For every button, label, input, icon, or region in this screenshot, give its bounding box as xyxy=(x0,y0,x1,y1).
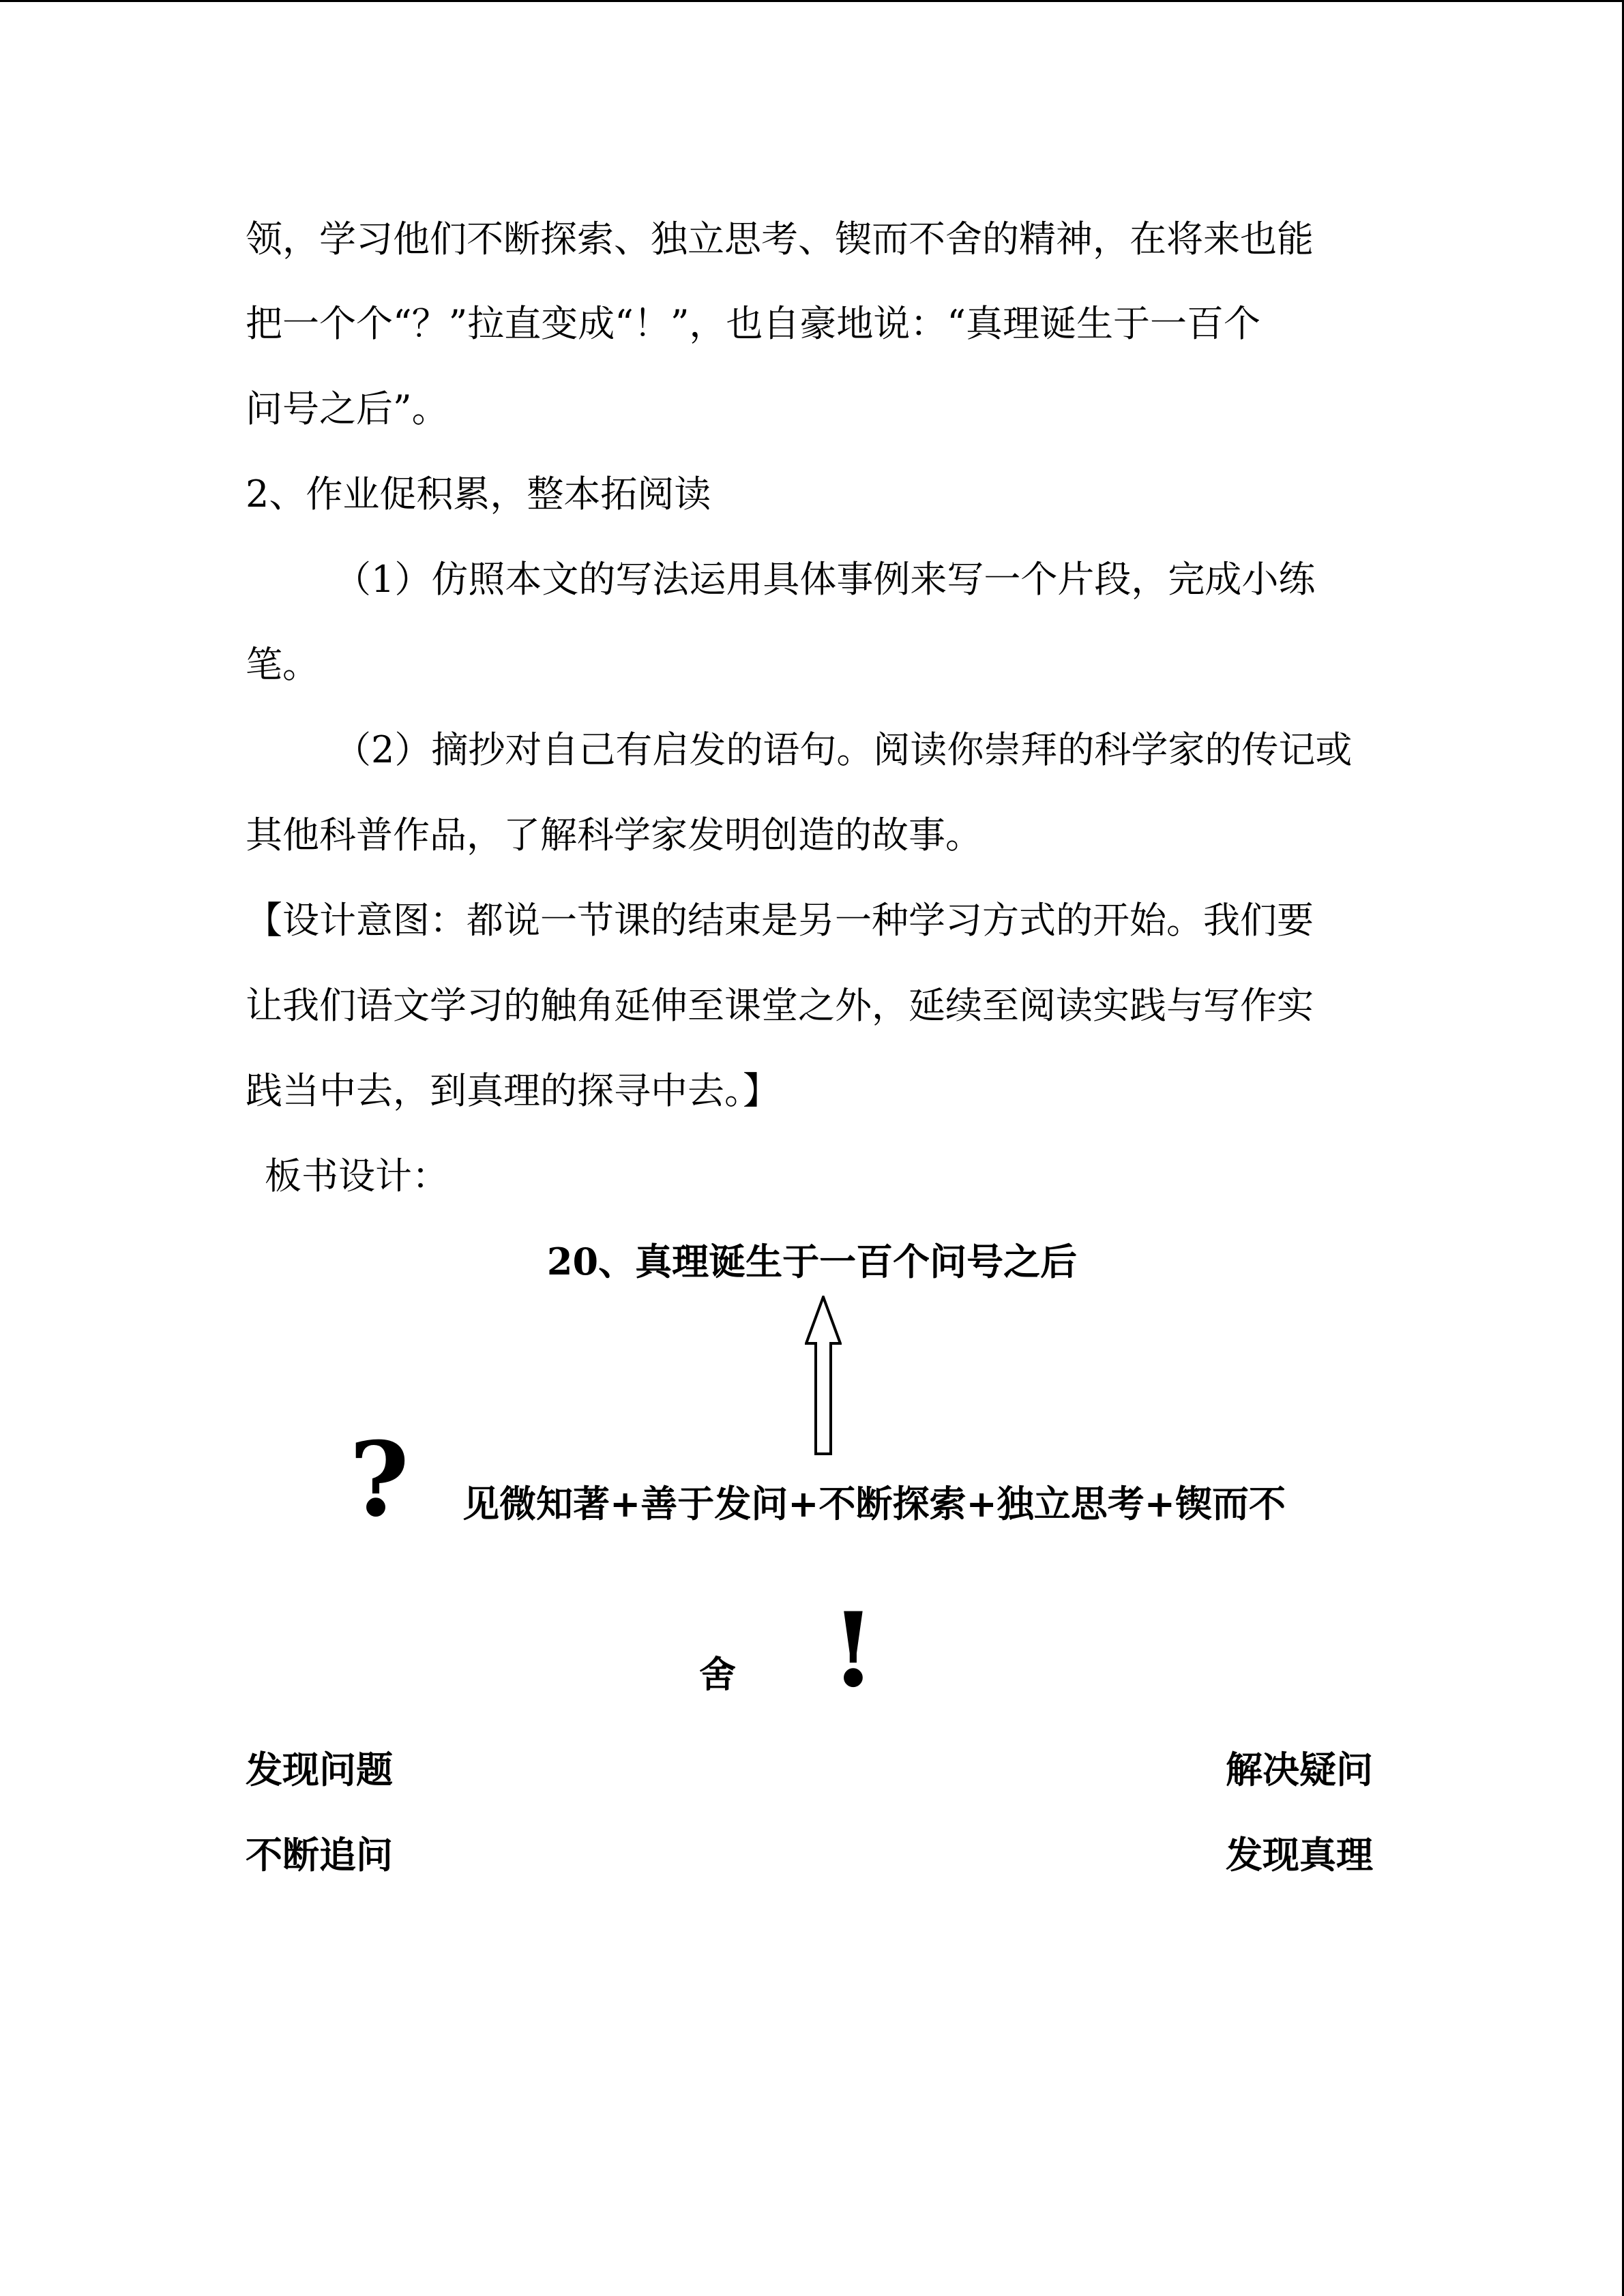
item2-line2: 其他科普作品，了解科学家发明创造的故事。 xyxy=(246,814,982,856)
item1-line1: （1）仿照本文的写法运用具体事例来写一个片段，完成小练 xyxy=(334,558,1316,601)
board-title: 20、真理诞生于一百个问号之后 xyxy=(546,1240,1078,1283)
section-heading: 2、作业促积累，整本拓阅读 xyxy=(246,473,711,516)
design-intent-line3: 践当中去，到真理的探寻中去。】 xyxy=(246,1069,780,1112)
exclamation-mark-icon: ! xyxy=(831,1590,876,1710)
qualities-line2: 舍 xyxy=(699,1652,736,1696)
qualities-line1: 见微知著+善于发问+不断探索+独立思考+锲而不 xyxy=(462,1482,1286,1525)
top-border xyxy=(0,0,1624,2)
para1-line2: 把一个个“？”拉直变成“！”，也自豪地说：“真理诞生于一百个 xyxy=(246,302,1261,345)
para1-line3: 问号之后”。 xyxy=(246,387,449,430)
item1-line2: 笔。 xyxy=(246,643,319,686)
design-intent-line2: 让我们语文学习的触角延伸至课堂之外，延续至阅读实践与写作实 xyxy=(246,984,1314,1027)
up-arrow-icon xyxy=(805,1296,842,1457)
design-intent-line1: 【设计意图：都说一节课的结束是另一种学习方式的开始。我们要 xyxy=(246,899,1314,942)
question-mark-icon: ? xyxy=(349,1420,409,1540)
item2-line1: （2）摘抄对自己有启发的语句。阅读你崇拜的科学家的传记或 xyxy=(334,728,1353,771)
left-bottom-label: 不断追问 xyxy=(246,1833,393,1877)
right-top-label: 解决疑问 xyxy=(1226,1748,1373,1791)
right-bottom-label: 发现真理 xyxy=(1226,1833,1373,1877)
para1-line1: 领，学习他们不断探索、独立思考、锲而不舍的精神，在将来也能 xyxy=(246,218,1314,260)
left-top-label: 发现问题 xyxy=(246,1748,393,1791)
board-design-label: 板书设计： xyxy=(265,1154,449,1197)
